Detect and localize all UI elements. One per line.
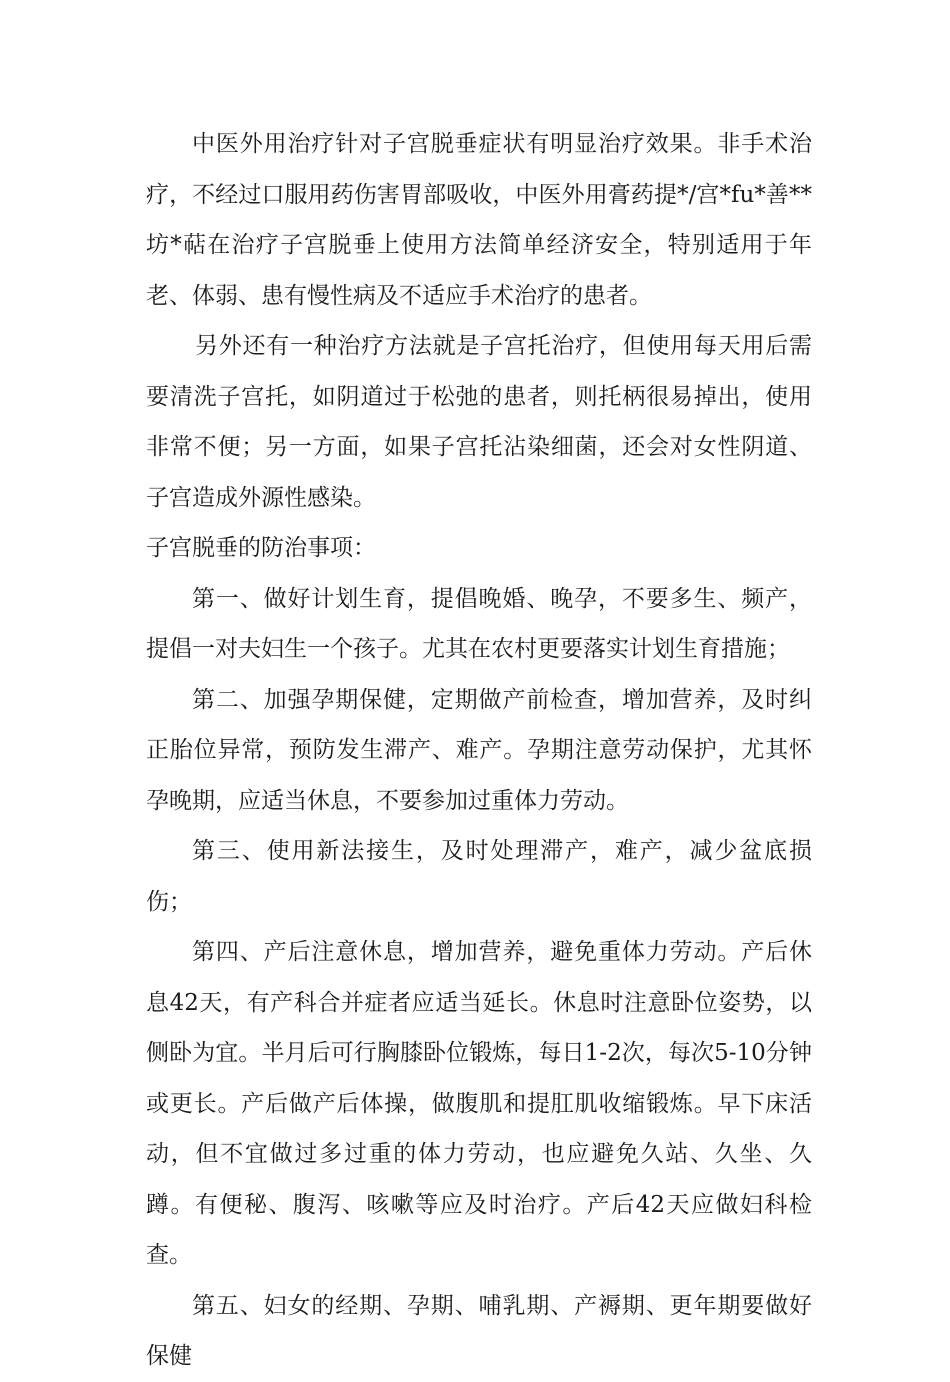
section-heading-prevention: 子宫脱垂的防治事项： [146, 535, 376, 561]
document-body [146, 119, 812, 1382]
paragraph-item-5: 第五、妇女的经期、孕期、哺乳期、产褥期、更年期要做好保健 [146, 1292, 812, 1369]
paragraph-pessary-treatment: 另外还有一种治疗方法就是子宫托治疗，但使用每天用后需要清洗子宫托，如阴道过于松弛的患者，则托柄很易掉出，使用非常不便；另一方面，如果子宫托沾染细菌，还会对女性阴道、子宫造成外源性感染。 [146, 333, 812, 511]
paragraph-item-3: 第三、使用新法接生，及时处理滞产，难产，减少盆底损伤； [146, 838, 812, 915]
paragraph-item-2: 第二、加强孕期保健，定期做产前检查，增加营养，及时纠正胎位异常，预防发生滞产、难产。孕期注意劳动保护，尤其怀孕晚期，应适当休息，不要参加过重体力劳动。 [146, 686, 812, 814]
paragraph-item-1: 第一、做好计划生育，提倡晚婚、晚孕，不要多生、频产，提倡一对夫妇生一个孩子。尤其在农村更要落实计划生育措施； [146, 585, 812, 662]
paragraph-external-treatment: 中医外用治疗针对子宫脱垂症状有明显治疗效果。非手术治疗，不经过口服用药伤害胃部吸收，中医外用膏药提*/宫*fu*善**坊*萜在治疗子宫脱垂上使用方法简单经济安全，特别适用于年老、体弱、患有慢性病及不适应手术治疗的患者。 [146, 131, 812, 309]
paragraph-item-4: 第四、产后注意休息，增加营养，避免重体力劳动。产后休息42天，有产科合并症者应适当延长。休息时注意卧位姿势，以侧卧为宜。半月后可行胸膝卧位锻炼，每日1-2次，每次5-10分钟或更长。产后做产后体操，做腹肌和提肛肌收缩锻炼。早下床活动，但不宜做过多过重的体力劳动，也应避免久站、久坐、久蹲。有便秘、腹泻、咳嗽等应及时治疗。产后42天应做妇科检查。 [146, 939, 812, 1268]
